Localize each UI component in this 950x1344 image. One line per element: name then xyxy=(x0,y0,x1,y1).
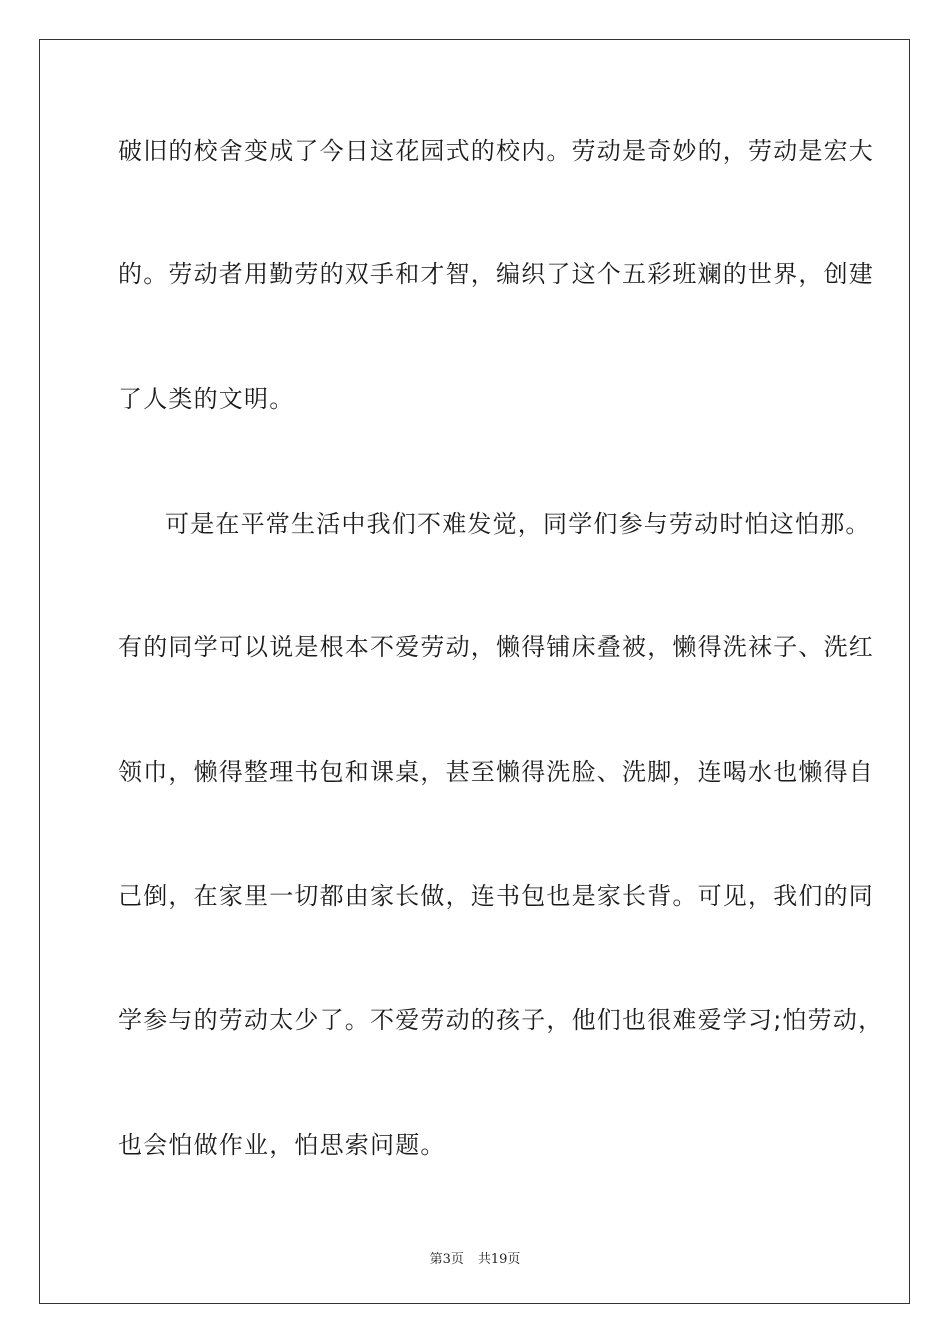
text-line: 破旧的校舍变成了今日这花园式的校内。劳动是奇妙的，劳动是宏大 xyxy=(118,137,874,165)
text-line: 也会怕做作业，怕思索问题。 xyxy=(118,1131,446,1159)
page-footer xyxy=(0,1248,950,1267)
text-line: 了人类的文明。 xyxy=(118,385,295,413)
text-line: 领巾，懒得整理书包和课桌，甚至懒得洗脸、洗脚，连喝水也懒得自 xyxy=(118,758,874,786)
text-line: 的。劳动者用勤劳的双手和才智，编织了这个五彩班斓的世界，创建 xyxy=(118,260,874,288)
paragraph-first-line: 可是在平常生活中我们不难发觉，同学们参与劳动时怕这怕那。 xyxy=(165,510,871,538)
text-line: 学参与的劳动太少了。不爱劳动的孩子，他们也很难爱学习;怕劳动， xyxy=(118,1006,884,1034)
total-pages: 共19页 xyxy=(477,1252,521,1267)
page-number: 第3页 xyxy=(429,1252,464,1267)
text-line: 有的同学可以说是根本不爱劳动，懒得铺床叠被，懒得洗袜子、洗红 xyxy=(118,633,874,661)
text-line: 己倒，在家里一切都由家长做，连书包也是家长背。可见，我们的同 xyxy=(118,882,874,910)
page-border xyxy=(39,39,910,1304)
